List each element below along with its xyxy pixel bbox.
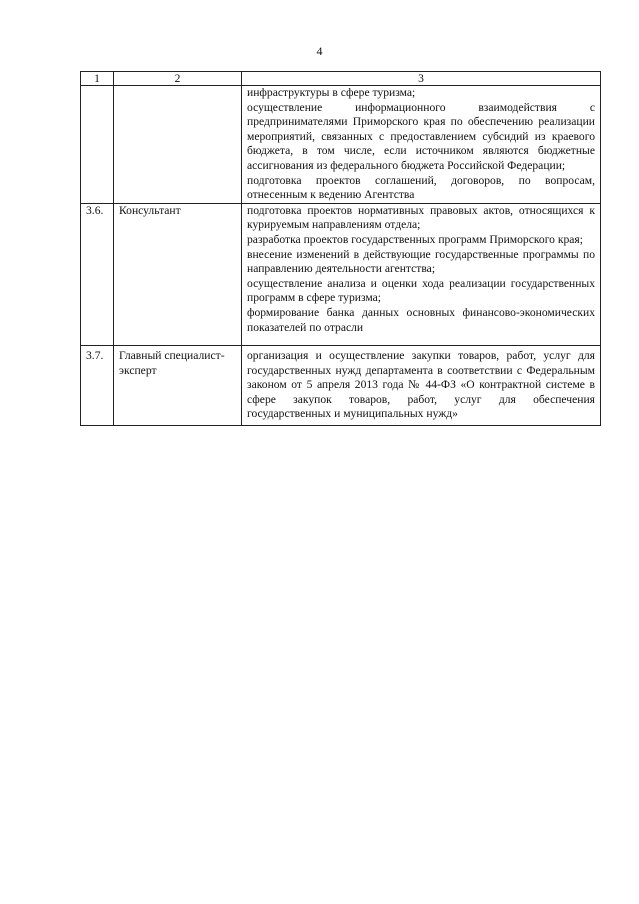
duty-item: осуществление информационного взаимодействия с предпринимателями Приморского края по обеспечению реализации мероприятий, связанных с предоставлением субсидий из краевого бюджета, в том числе, если источником являются бюджетные ассигнования из федерального бюджета Российской Федерации; [247,100,595,172]
duties-table [80,71,601,426]
duty-item: разработка проектов государственных программ Приморского края; [247,232,583,246]
table-header-row [81,72,601,86]
column-header-3: 3 [242,72,601,86]
table-row [81,203,601,345]
column-header-2: 2 [114,72,242,86]
duties-cell [242,203,601,345]
duty-item: инфраструктуры в сфере туризма; [247,86,416,99]
row-number [81,86,114,204]
position-title [114,86,242,204]
table-row [81,86,601,204]
row-number: 3.6. [81,203,114,345]
position-title: Консультант [114,203,242,345]
duty-item: подготовка проектов нормативных правовых актов, относящихся к курируемым направлениям отдела; [247,203,595,232]
duty-item: формирование банка данных основных финансово-экономических показателей по отрасли [247,305,595,334]
position-title: Главный специалист-эксперт [114,346,242,426]
duties-cell [242,86,601,204]
column-header-1: 1 [81,72,114,86]
page-number: 4 [316,44,323,58]
table-row [81,346,601,426]
duty-item: организация и осуществление закупки товаров, работ, услуг для государственных нужд департамента в соответствии с Федеральным законом от 5 апреля 2013 года № 44-ФЗ «О контрактной системе в сфере закупок товаров, работ, услуг для обеспечения государственных и муниципальных нужд» [247,349,595,421]
row-number: 3.7. [81,346,114,426]
duty-item: осуществление анализа и оценки хода реализации государственных программ в сфере туризма; [247,276,595,305]
duties-cell [242,346,601,426]
duty-item: внесение изменений в действующие государственные программы по направлению деятельности агентства; [247,247,595,276]
duty-item: подготовка проектов соглашений, договоров, по вопросам, отнесенным к ведению Агентства [247,173,595,202]
